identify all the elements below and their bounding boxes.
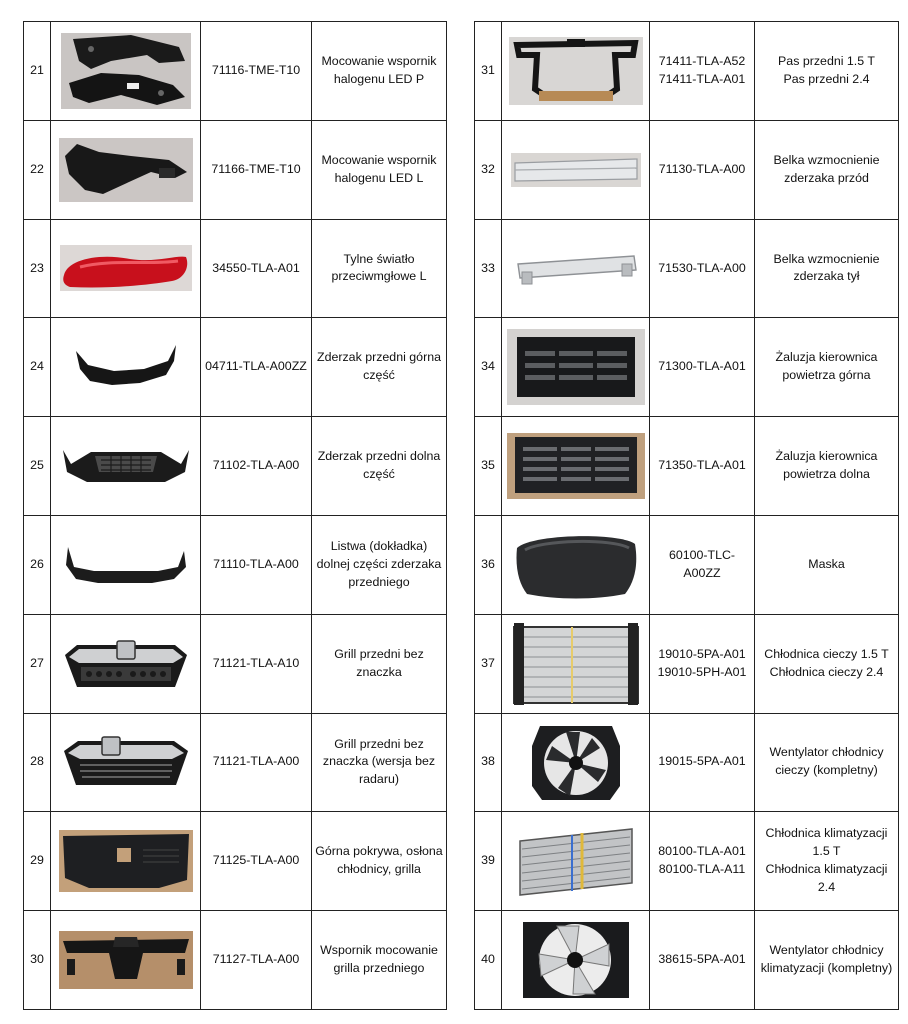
part-image bbox=[502, 911, 650, 1010]
part-image bbox=[51, 515, 201, 614]
row-number: 24 bbox=[24, 318, 51, 417]
part-image bbox=[502, 318, 650, 417]
table-row bbox=[24, 713, 447, 812]
table-row bbox=[24, 318, 447, 417]
part-image bbox=[502, 713, 650, 812]
row-number: 27 bbox=[24, 614, 51, 713]
table-row bbox=[475, 417, 899, 516]
part-image bbox=[502, 120, 650, 219]
part-description: Maska bbox=[755, 515, 899, 614]
part-description: Wspornik mocowanie grilla przedniego bbox=[312, 911, 447, 1010]
table-row bbox=[475, 812, 899, 911]
row-number: 25 bbox=[24, 417, 51, 516]
part-code: 71121-TLA-A00 bbox=[201, 713, 312, 812]
row-number: 22 bbox=[24, 120, 51, 219]
grille-image bbox=[60, 735, 192, 789]
part-description: Zderzak przedni dolna część bbox=[312, 417, 447, 516]
ac-condenser-image bbox=[512, 821, 640, 901]
table-row bbox=[475, 219, 899, 318]
part-code: 04711-TLA-A00ZZ bbox=[201, 318, 312, 417]
table-row bbox=[475, 911, 899, 1010]
row-number: 40 bbox=[475, 911, 502, 1010]
part-description: Wentylator chłodnicy cieczy (kompletny) bbox=[755, 713, 899, 812]
row-number: 35 bbox=[475, 417, 502, 516]
parts-table-left bbox=[23, 21, 447, 1010]
part-image bbox=[502, 22, 650, 121]
table-row bbox=[24, 911, 447, 1010]
row-number: 32 bbox=[475, 120, 502, 219]
row-number: 21 bbox=[24, 22, 51, 121]
part-image bbox=[502, 219, 650, 318]
part-image bbox=[51, 417, 201, 516]
part-description: Mocowanie wspornik halogenu LED P bbox=[312, 22, 447, 121]
part-image bbox=[502, 515, 650, 614]
part-description: Belka wzmocnienie zderzaka przód bbox=[755, 120, 899, 219]
table-row bbox=[24, 219, 447, 318]
bumper-beam-image bbox=[512, 248, 640, 288]
part-description: Listwa (dokładka) dolnej części zderzaka przedniego bbox=[312, 515, 447, 614]
table-row bbox=[24, 614, 447, 713]
front-panel-image bbox=[509, 37, 643, 105]
part-code: 71125-TLA-A00 bbox=[201, 812, 312, 911]
table-row bbox=[475, 318, 899, 417]
air-shutter-image bbox=[507, 329, 645, 405]
part-code: 71102-TLA-A00 bbox=[201, 417, 312, 516]
part-description: Grill przedni bez znaczka (wersja bez radaru) bbox=[312, 713, 447, 812]
bumper-image bbox=[74, 343, 178, 391]
table-row bbox=[24, 417, 447, 516]
table-row bbox=[475, 515, 899, 614]
row-number: 28 bbox=[24, 713, 51, 812]
parts-table-right bbox=[474, 21, 899, 1010]
part-code: 71116-TME-T10 bbox=[201, 22, 312, 121]
row-number: 39 bbox=[475, 812, 502, 911]
part-code: 19010-5PA-A01 19010-5PH-A01 bbox=[650, 614, 755, 713]
part-code: 34550-TLA-A01 bbox=[201, 219, 312, 318]
part-code: 60100-TLC-A00ZZ bbox=[650, 515, 755, 614]
part-code: 71121-TLA-A10 bbox=[201, 614, 312, 713]
part-image bbox=[51, 219, 201, 318]
part-description: Górna pokrywa, osłona chłodnicy, grilla bbox=[312, 812, 447, 911]
row-number: 37 bbox=[475, 614, 502, 713]
row-number: 33 bbox=[475, 219, 502, 318]
air-shutter-image bbox=[507, 433, 645, 499]
part-image bbox=[502, 812, 650, 911]
table-row bbox=[24, 120, 447, 219]
bumper-lip-image bbox=[64, 545, 188, 585]
fan-image bbox=[526, 720, 626, 804]
part-description: Żaluzja kierownica powietrza dolna bbox=[755, 417, 899, 516]
row-number: 34 bbox=[475, 318, 502, 417]
part-description: Pas przedni 1.5 T Pas przedni 2.4 bbox=[755, 22, 899, 121]
part-code: 71127-TLA-A00 bbox=[201, 911, 312, 1010]
lower-bumper-image bbox=[61, 446, 191, 486]
bracket-image bbox=[59, 138, 193, 202]
table-row bbox=[475, 713, 899, 812]
part-code: 71130-TLA-A00 bbox=[650, 120, 755, 219]
part-image bbox=[51, 120, 201, 219]
row-number: 38 bbox=[475, 713, 502, 812]
part-code: 38615-5PA-A01 bbox=[650, 911, 755, 1010]
part-image bbox=[502, 614, 650, 713]
part-description: Tylne światło przeciwmgłowe L bbox=[312, 219, 447, 318]
part-description: Grill przedni bez znaczka bbox=[312, 614, 447, 713]
table-row bbox=[24, 22, 447, 121]
grille-bracket-image bbox=[59, 931, 193, 989]
part-code: 19015-5PA-A01 bbox=[650, 713, 755, 812]
radiator-cover-image bbox=[59, 830, 193, 892]
part-image bbox=[502, 417, 650, 516]
row-number: 31 bbox=[475, 22, 502, 121]
part-code: 71350-TLA-A01 bbox=[650, 417, 755, 516]
fan-image bbox=[517, 916, 635, 1004]
table-row bbox=[24, 812, 447, 911]
bumper-beam-image bbox=[511, 153, 641, 187]
row-number: 23 bbox=[24, 219, 51, 318]
part-image bbox=[51, 22, 201, 121]
table-row bbox=[24, 515, 447, 614]
part-description: Chłodnica cieczy 1.5 T Chłodnica cieczy 2.4 bbox=[755, 614, 899, 713]
part-code: 80100-TLA-A01 80100-TLA-A11 bbox=[650, 812, 755, 911]
part-code: 71300-TLA-A01 bbox=[650, 318, 755, 417]
part-image bbox=[51, 812, 201, 911]
row-number: 29 bbox=[24, 812, 51, 911]
part-code: 71166-TME-T10 bbox=[201, 120, 312, 219]
fog-light-image bbox=[60, 245, 192, 291]
part-description: Zderzak przedni górna część bbox=[312, 318, 447, 417]
grille-image bbox=[63, 637, 189, 691]
part-description: Belka wzmocnienie zderzaka tył bbox=[755, 219, 899, 318]
part-code: 71411-TLA-A52 71411-TLA-A01 bbox=[650, 22, 755, 121]
row-number: 30 bbox=[24, 911, 51, 1010]
bracket-image bbox=[61, 33, 191, 109]
radiator-image bbox=[512, 621, 640, 707]
table-row bbox=[475, 22, 899, 121]
part-description: Chłodnica klimatyzacji 1.5 T Chłodnica klimatyzacji 2.4 bbox=[755, 812, 899, 911]
part-image bbox=[51, 318, 201, 417]
row-number: 36 bbox=[475, 515, 502, 614]
part-image bbox=[51, 911, 201, 1010]
row-number: 26 bbox=[24, 515, 51, 614]
part-image bbox=[51, 614, 201, 713]
part-code: 71530-TLA-A00 bbox=[650, 219, 755, 318]
part-description: Żaluzja kierownica powietrza górna bbox=[755, 318, 899, 417]
part-description: Wentylator chłodnicy klimatyzacji (kompletny) bbox=[755, 911, 899, 1010]
part-description: Mocowanie wspornik halogenu LED L bbox=[312, 120, 447, 219]
part-code: 71110-TLA-A00 bbox=[201, 515, 312, 614]
hood-image bbox=[511, 528, 641, 602]
table-row bbox=[475, 614, 899, 713]
table-row bbox=[475, 120, 899, 219]
part-image bbox=[51, 713, 201, 812]
